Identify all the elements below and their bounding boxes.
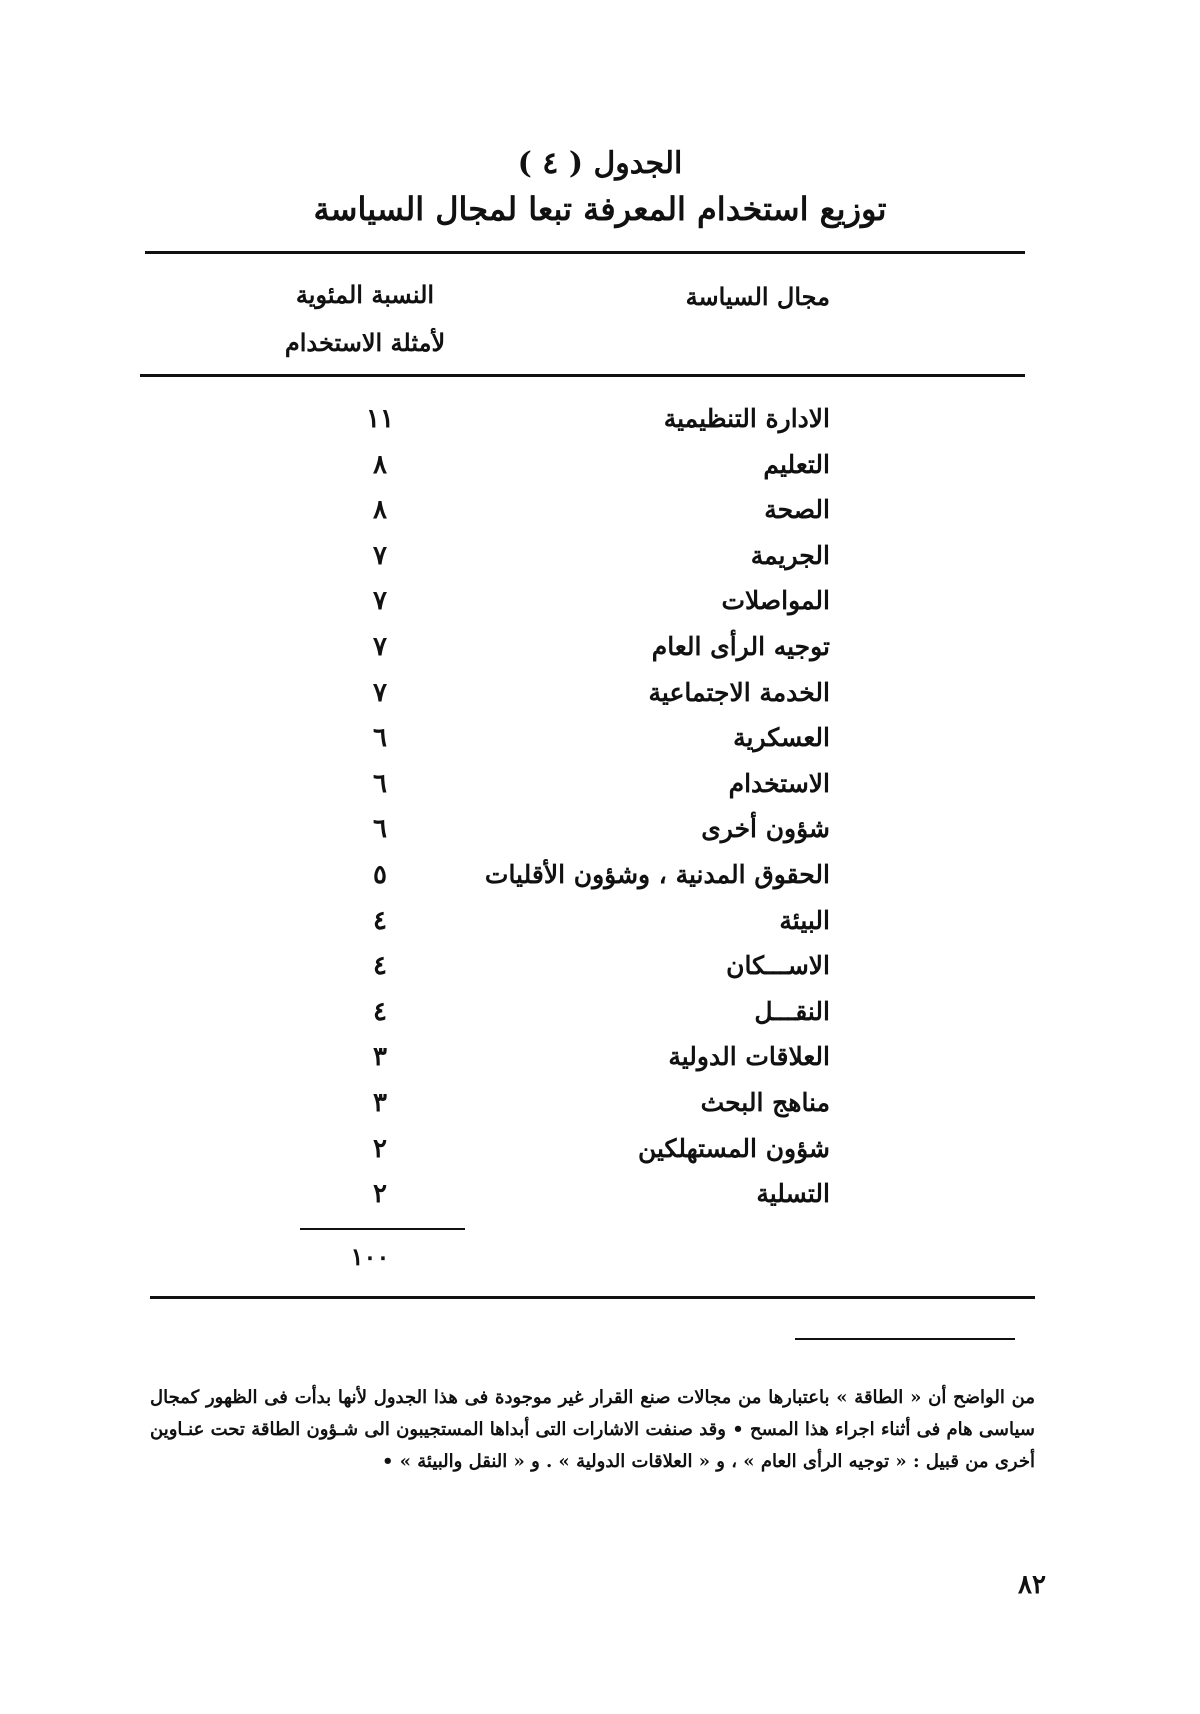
table-row: [0, 630, 1200, 676]
policy-field-cell: البيئة: [779, 905, 830, 935]
policy-field-cell: الاستخدام: [728, 768, 830, 798]
table-row: [0, 767, 1200, 813]
percent-cell: ٦: [373, 768, 387, 799]
table-row: [0, 676, 1200, 722]
percent-cell: ٧: [373, 540, 387, 571]
footnote: من الواضح أن « الطاقة » باعتبارها من مجالات صنع القرار غير موجودة فى هذا الجدول لأنها بدأت فى الظهور كمجال سياسى هام فى أثناء اجراء هذا المسح • وقد صنفت الاشارات التى أبداها المستجيبون الى شـؤون الطاقة تحت عنـاوين أخرى من قبيل : « توجيه الرأى العام » ، و « العلاقات الدولية » . و « النقل والبيئة » •: [150, 1387, 1035, 1472]
table-row: [0, 721, 1200, 767]
policy-field-cell: النقـــل: [754, 996, 830, 1026]
table-row: [0, 448, 1200, 494]
policy-field-cell: مناهج البحث: [700, 1087, 830, 1117]
table-row: [0, 539, 1200, 585]
percent-cell: ٥: [373, 859, 387, 890]
top-rule: [145, 251, 1025, 254]
percent-cell: ٣: [373, 1087, 387, 1118]
table-row: [0, 1132, 1200, 1178]
page-number: ٨٢: [1018, 1570, 1046, 1600]
table-row: [0, 1040, 1200, 1086]
policy-field-cell: الحقوق المدنية ، وشؤون الأقليات: [484, 859, 830, 889]
percent-cell: ٤: [373, 996, 387, 1027]
percent-cell: ٤: [373, 951, 387, 982]
table-row: [0, 858, 1200, 904]
policy-field-cell: التسلية: [756, 1179, 830, 1209]
table-row: [0, 1086, 1200, 1132]
policy-field-cell: التعليم: [763, 449, 830, 479]
table-row: [0, 1177, 1200, 1223]
percent-cell: ١١: [366, 404, 394, 434]
policy-field-cell: الخدمة الاجتماعية: [648, 677, 830, 707]
percent-cell: ٨: [373, 495, 387, 526]
header-rule: [140, 374, 1025, 377]
policy-field-cell: الصحة: [764, 495, 830, 525]
policy-field-cell: شؤون أخرى: [701, 814, 830, 844]
footnote-rule: [795, 1338, 1015, 1340]
table-row: [0, 904, 1200, 950]
percent-cell: ٤: [373, 905, 387, 936]
percent-cell: ٦: [373, 814, 387, 845]
table-total: ١٠٠: [350, 1242, 390, 1271]
table-label: الجدول ( ٤ ): [517, 146, 683, 181]
policy-field-cell: الجريمة: [750, 540, 830, 570]
percent-cell: ٧: [373, 586, 387, 617]
policy-field-cell: الادارة التنظيمية: [663, 404, 830, 433]
column-header-percent-line2: لأمثلة الاستخدام: [284, 328, 446, 357]
percent-cell: ٢: [373, 1133, 387, 1164]
total-rule: [300, 1228, 465, 1230]
table-body: [0, 402, 1200, 1223]
percent-cell: ٧: [373, 631, 387, 662]
percent-cell: ٢: [373, 1179, 387, 1210]
policy-field-cell: العسكرية: [733, 723, 830, 753]
percent-cell: ٦: [373, 723, 387, 754]
column-header-field: مجال السياسة: [685, 282, 830, 311]
table-row: [0, 402, 1200, 448]
policy-field-cell: شؤون المستهلكين: [637, 1133, 830, 1163]
percent-cell: ٧: [373, 677, 387, 708]
percent-cell: ٨: [373, 449, 387, 480]
table-title: توزيع استخدام المعرفة تبعا لمجال السياسة: [313, 190, 887, 228]
table-row: [0, 995, 1200, 1041]
table-row: [0, 812, 1200, 858]
table-row: [0, 949, 1200, 995]
policy-field-cell: الاســـكان: [726, 951, 830, 981]
column-header-percent-line1: النسبة المئوية: [295, 280, 435, 309]
policy-field-cell: المواصلات: [721, 586, 830, 616]
table-row: [0, 584, 1200, 630]
percent-cell: ٣: [373, 1042, 387, 1073]
bottom-rule: [150, 1296, 1035, 1299]
policy-field-cell: العلاقات الدولية: [668, 1042, 830, 1072]
policy-field-cell: توجيه الرأى العام: [651, 631, 830, 661]
table-row: [0, 493, 1200, 539]
